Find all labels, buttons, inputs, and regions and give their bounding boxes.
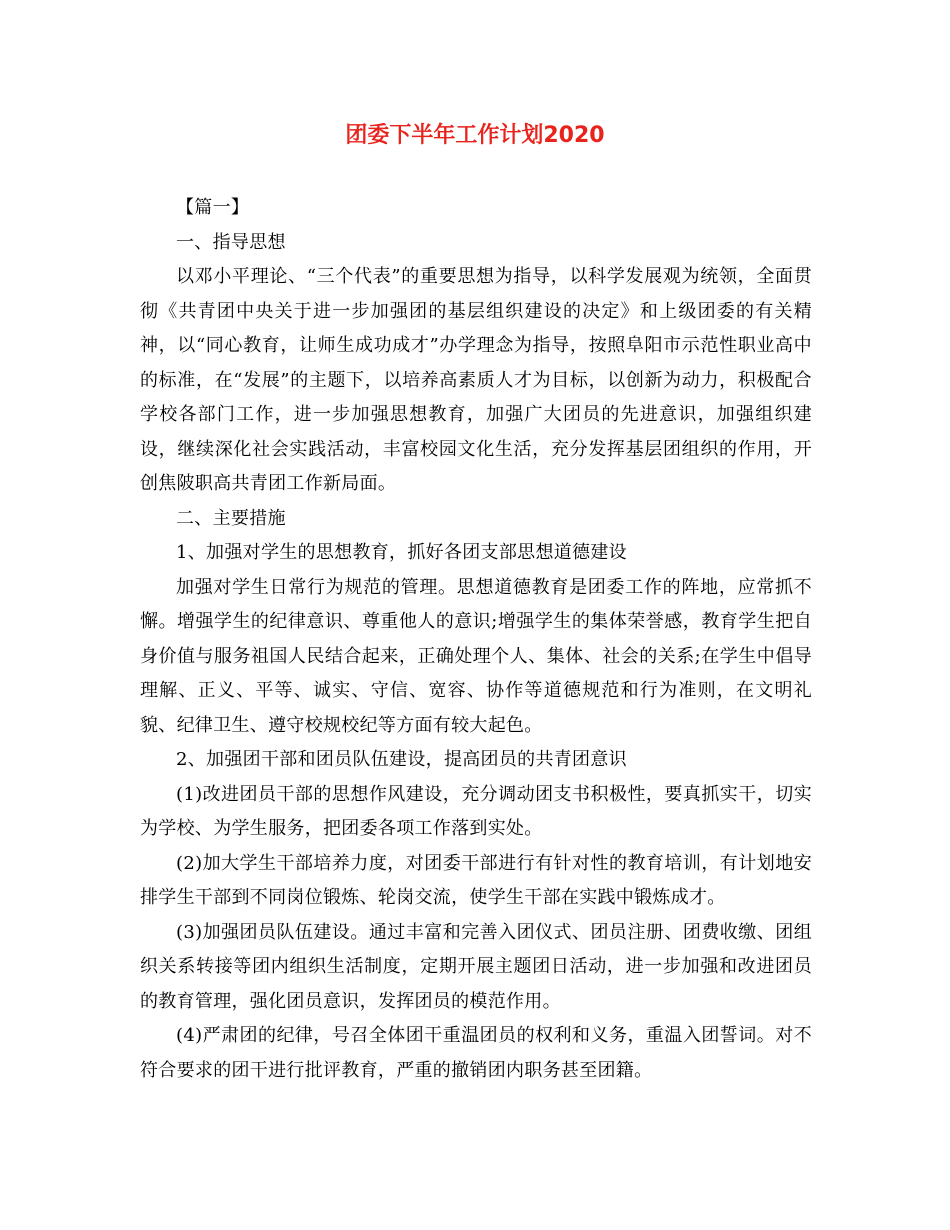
heading-guiding-ideology: 一、指导思想 <box>176 231 286 253</box>
heading-main-measures: 二、主要措施 <box>176 507 286 529</box>
document-title: 团委下半年工作计划2020 <box>345 123 605 148</box>
paragraph: 以邓小平理论、“三个代表”的重要思想为指导，以科学发展观为统领，全面贯彻《共青团中央关于进一步加强团的基层组织建设的决定》和上级团委的有关精神，以“同心教育，让师生成功成才”办学理念为指导，按照阜阳市示范性职业高中的标准，在“发展”的主题下，以培养高素质人才为目标，以创新为动力，积极配合学校各部门工作，进一步加强思想教育，加强广大团员的先进意识，加强组织建设，继续深化社会实践活动，丰富校园文化生活，充分发挥基层团组织的作用，开创焦陂职高共青团工作新局面。 <box>140 266 812 494</box>
paragraph: (2)加大学生干部培养力度，对团委干部进行有针对性的教育培训，有计划地安排学生干部到不同岗位锻炼、轮岗交流，使学生干部在实践中锻炼成才。 <box>140 852 812 908</box>
paragraph: (4)严肃团的纪律，号召全体团干重温团员的权利和义务，重温入团誓词。对不符合要求的团干进行批评教育，严重的撤销团内职务甚至团籍。 <box>140 1025 812 1081</box>
document-body <box>140 191 812 1088</box>
subheading-measure-2: 2、加强团干部和团员队伍建设，提高团员的共青团意识 <box>176 749 627 770</box>
subheading-measure-1: 1、加强对学生的思想教育，抓好各团支部思想道德建设 <box>176 542 627 563</box>
paragraph: 加强对学生日常行为规范的管理。思想道德教育是团委工作的阵地，应常抓不懈。增强学生的纪律意识、尊重他人的意识;增强学生的集体荣誉感，教育学生把自身价值与服务祖国人民结合起来，正确处理个人、集体、社会的关系;在学生中倡导理解、正义、平等、诚实、守信、宽容、协作等道德规范和行为准则，在文明礼貌、纪律卫生、遵守校规校纪等方面有较大起色。 <box>140 576 812 736</box>
section-heading: 【篇一】 <box>176 197 250 218</box>
paragraph: (3)加强团员队伍建设。通过丰富和完善入团仪式、团员注册、团费收缴、团组织关系转接等团内组织生活制度，定期开展主题团日活动，进一步加强和改进团员的教育管理，强化团员意识，发挥团员的模范作用。 <box>140 921 812 1012</box>
paragraph: (1)改进团员干部的思想作风建设，充分调动团支书积极性，要真抓实干，切实为学校、为学生服务，把团委各项工作落到实处。 <box>140 783 812 839</box>
